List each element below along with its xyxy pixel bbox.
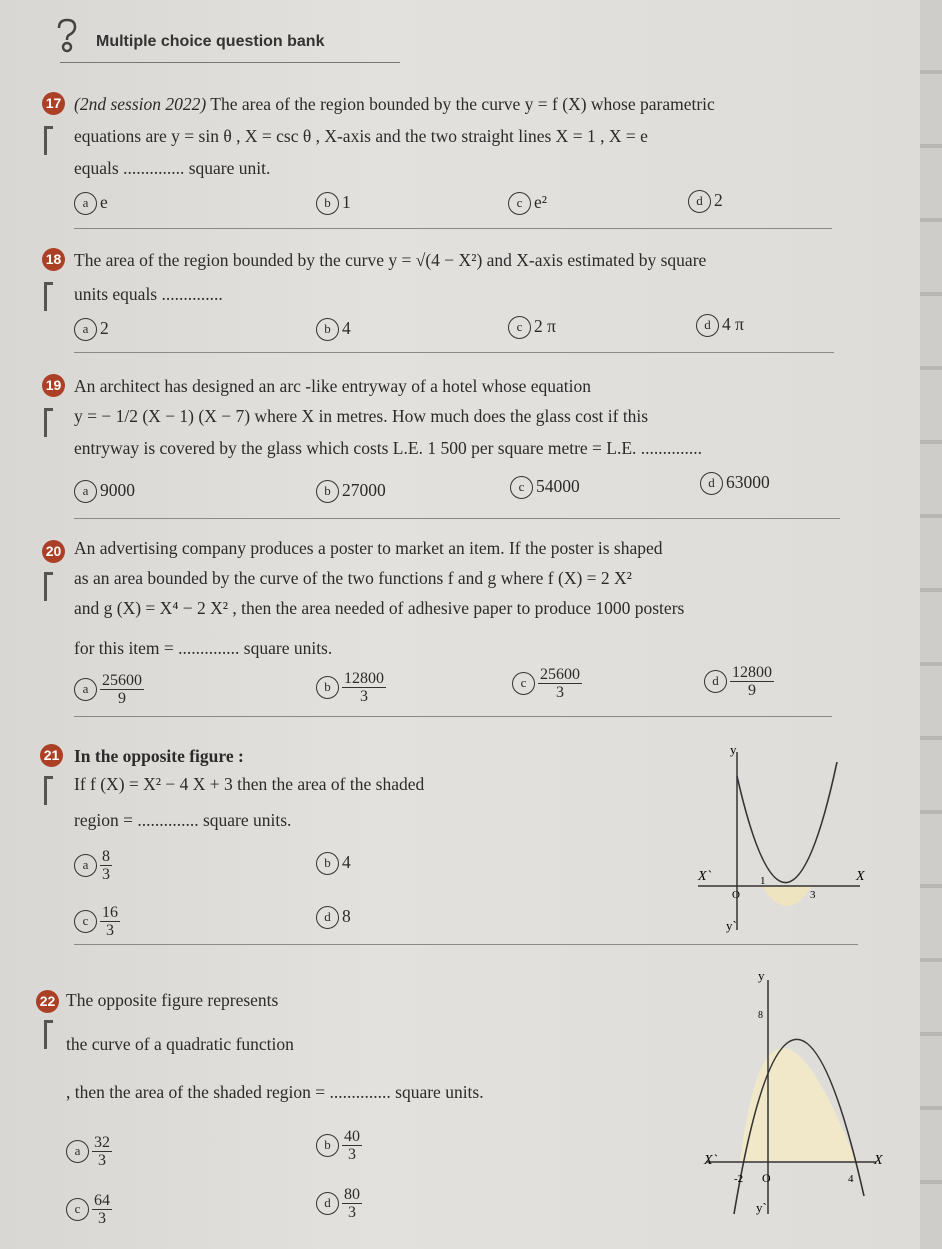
q20-line-4: for this item = .............. square units. (74, 638, 333, 658)
divider (74, 352, 834, 353)
q18-option-b[interactable]: b 4 (316, 318, 351, 341)
axis-label-y: y (730, 742, 737, 757)
q19-line-2: y = − 1/2 (X − 1) (X − 7) where X in metres. How much does the glass cost if this (74, 406, 649, 426)
tick-label-1: 1 (760, 875, 766, 887)
q19-option-c[interactable]: c 54000 (510, 476, 580, 499)
q21-option-a[interactable]: a $\frac{8}{3}$ (74, 848, 112, 883)
q21-title: In the opposite figure : (74, 746, 244, 766)
axis-label-y-neg: y` (756, 1200, 767, 1215)
q18-option-a[interactable]: a 2 (74, 318, 109, 341)
q20-option-d[interactable]: d $\frac{12800}{9}$ (704, 664, 774, 699)
page-edge-tabs (920, 0, 942, 1249)
axis-label-y-neg: y` (726, 918, 737, 933)
tick-label-left: -2 (734, 1173, 744, 1185)
q22-option-c[interactable]: c $\frac{64}{3}$ (66, 1192, 112, 1227)
q22-option-a[interactable]: a $\frac{32}{3}$ (66, 1134, 112, 1169)
divider (74, 228, 832, 229)
question-number-19: 19 (42, 374, 65, 397)
q22-figure (696, 964, 896, 1224)
question-bracket (44, 282, 53, 311)
q22-line-2: the curve of a quadratic function (66, 1034, 294, 1054)
question-mark-icon (54, 18, 80, 54)
q19-option-d[interactable]: d 63000 (700, 472, 770, 495)
q19-option-b[interactable]: b 27000 (316, 480, 386, 503)
page-title: Multiple choice question bank (96, 33, 325, 50)
q20-option-a[interactable]: a $\frac{25600}{9}$ (74, 672, 144, 707)
q21-option-b[interactable]: b 4 (316, 852, 351, 875)
q17-session: (2nd session 2022) (74, 94, 207, 114)
q17-option-c[interactable]: c e² (508, 192, 547, 215)
q17-line-1 (74, 94, 715, 115)
q18-line-2: units equals .............. (74, 284, 223, 304)
q20-option-b[interactable]: b $\frac{12800}{3}$ (316, 670, 386, 705)
q17-option-d[interactable]: d 2 (688, 190, 723, 213)
axis-label-x-neg: X` (698, 869, 712, 884)
question-bracket (44, 126, 53, 155)
divider (74, 716, 832, 717)
axis-label-x-neg: X` (704, 1153, 718, 1168)
q19-option-a[interactable]: a 9000 (74, 480, 135, 503)
question-bracket (44, 572, 53, 601)
question-bracket (44, 776, 53, 805)
question-number-20: 20 (42, 540, 65, 563)
q17-line-2: equations are y = sin θ , X = csc θ , X-axis and the two straight lines X = 1 , X = e (74, 126, 648, 146)
q17-option-b[interactable]: b 1 (316, 192, 351, 215)
q21-figure (690, 740, 880, 940)
q22-line-1: The opposite figure represents (66, 990, 279, 1010)
question-number-21: 21 (40, 744, 63, 767)
max-label: 8 (758, 1010, 763, 1021)
q20-line-2: as an area bounded by the curve of the two functions f and g where f (X) = 2 X² (74, 568, 632, 588)
q22-option-d[interactable]: d $\frac{80}{3}$ (316, 1186, 362, 1221)
axis-label-x: X (874, 1153, 883, 1168)
tick-label-right: 4 (848, 1173, 854, 1185)
question-bracket (44, 408, 53, 437)
header-underline (60, 62, 400, 63)
axis-label-x: X (856, 869, 865, 884)
q18-option-c[interactable]: c 2 π (508, 316, 556, 339)
q17-stem-1: The area of the region bounded by the curve y = f (X) whose parametric (210, 94, 715, 114)
divider (74, 518, 840, 519)
question-number-17: 17 (42, 92, 65, 115)
q21-line-2: region = .............. square units. (74, 810, 292, 830)
q22-line-3: , then the area of the shaded region = .............. square units. (66, 1082, 484, 1102)
q17-option-a[interactable]: a e (74, 192, 108, 215)
q20-line-3: and g (X) = X⁴ − 2 X² , then the area needed of adhesive paper to produce 1000 posters (74, 598, 685, 618)
divider (74, 944, 858, 945)
parabola-curve (737, 762, 837, 883)
q22-option-b[interactable]: b $\frac{40}{3}$ (316, 1128, 362, 1163)
q21-shaded-region (762, 886, 812, 906)
q19-line-3: entryway is covered by the glass which costs L.E. 1 500 per square metre = L.E. .............. (74, 438, 703, 458)
question-bracket (44, 1020, 53, 1049)
q20-option-c[interactable]: c $\frac{25600}{3}$ (512, 666, 582, 701)
q21-option-d[interactable]: d 8 (316, 906, 351, 929)
tick-label-3: 3 (810, 889, 816, 901)
question-number-22: 22 (36, 990, 59, 1013)
q21-option-c[interactable]: c $\frac{16}{3}$ (74, 904, 120, 939)
q20-line-1: An advertising company produces a poster to market an item. If the poster is shaped (74, 538, 663, 558)
q21-line-1: If f (X) = X² − 4 X + 3 then the area of the shaded (74, 774, 425, 794)
q17-line-3: equals .............. square unit. (74, 158, 271, 178)
q18-option-d[interactable]: d 4 π (696, 314, 744, 337)
q18-line-1: The area of the region bounded by the curve y = √(4 − X²) and X-axis estimated by square (74, 250, 707, 270)
origin-label: O (762, 1171, 771, 1185)
origin-label: O (732, 889, 740, 901)
question-number-18: 18 (42, 248, 65, 271)
axis-label-y: y (758, 968, 765, 983)
q19-line-1: An architect has designed an arc -like entryway of a hotel whose equation (74, 376, 592, 396)
